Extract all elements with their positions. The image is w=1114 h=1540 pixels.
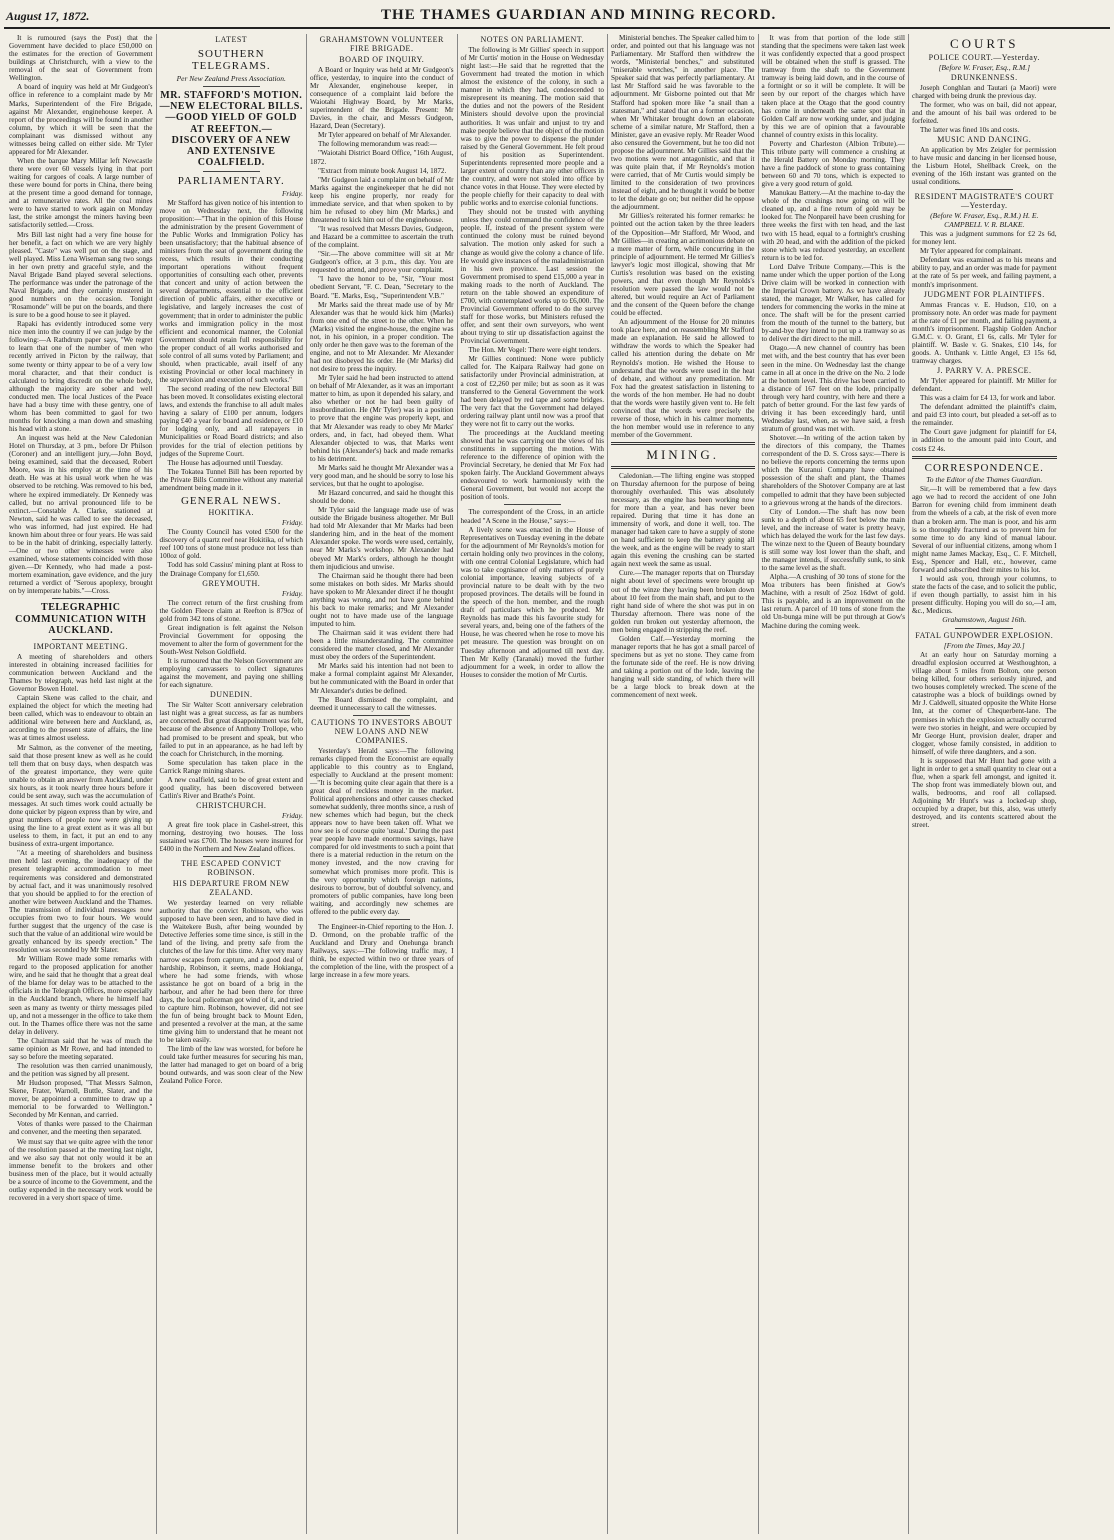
paragraph: We yesterday learned on very reliable authority that the convict Robinson, who was supposed to have been seen, and to have died in the Waitekere Bush, after being wounded by Detective Jefferies some time since, is still in the land of the living, and pretty safe from the clutches of the law for this time. After very many narrow escapes from capture, and a good deal of hardship, Robinson, it seems, made Hokianga, where he had some friends, with whose assistance he got on board of a brig in the harbour, and after he had been there for three days, the local policeman got wind of it, and tried to capture him. Robinson, however, did not see the fun of being brought back to Mount Eden, and presented a revolver at the man, at the same time giving him to understand that he meant not to be taken easily. [159, 899, 303, 1045]
headline-cautions: CAUTIONS TO INVESTORS ABOUT NEW LOANS AND NEW COMPANIES. [311, 717, 453, 745]
paragraph: "Waiotahi District Board Office, "16th August, 1872. [310, 149, 454, 166]
paragraph: An application by Mrs Zeigler for permission to have music and dancing in her licensed house, the Lisburn Hotel, Shellback Creek, on the evening of the 16th instant was granted on the usual conditions. [912, 146, 1057, 187]
headline-telegraph: TELEGRAPHIC COMMUNICATION WITH AUCKLAND. [15, 602, 147, 636]
headline-southern-telegrams: SOUTHERN TELEGRAMS. [191, 47, 271, 73]
column-4 [458, 34, 609, 1534]
paragraph: Some speculation has taken place in the Carrick Range mining shares. [159, 758, 303, 775]
paragraph: The correspondent of the Cross, in an article headed "A Scene in the House," says:— [460, 508, 604, 525]
headline-escaped-convict: THE ESCAPED CONVICT ROBINSON. [181, 859, 282, 878]
headline-drunkenness: DRUNKENNESS. [950, 72, 1018, 82]
headline-mining: MINING. [646, 447, 720, 463]
masthead [6, 4, 1108, 24]
headline-notes-parliament: NOTES ON PARLIAMENT. [480, 35, 585, 44]
paragraph: The House has adjourned until Tuesday. [167, 458, 283, 467]
masthead-rule [4, 27, 1110, 29]
paragraph: The Tokatea Tunnel Bill has been reported by the Private Bills Committee without any material amendment being made in it. [159, 467, 303, 492]
paragraph: The second reading of the new Electoral Bill has been moved. It consolidates existing electoral laws, and extends the franchise to all adult males having a salary of £100 per annum, lodgers paying £40 a year for board and residence, or £10 for lodging only, and all ratepayers in Municipalities or Road Board districts; and also provides for the trial of election petitions by judges of the Supreme Court. [159, 385, 303, 458]
paragraph: An inquest was held at the New Caledonian Hotel on Thursday, at 3 pm., before Dr Philson (Coroner) and an intelligent jury,—John Boyd, being examined, said that the deceased, Robert Moore, was in his employ at the time of his death. He was at his usual work when he was observed to be retching. Was removed to his bed, where he expired immediately. Dr Kennedy was called, but no arrival pronounced life to be extinct.—Constable A. Clarke, stationed at Newton, said he was called to see the deceased, who was informed, had just expired. He had known him about three or four years. He was said to be in the habit of drinking, especially latterly.—One or two other witnesses were also examined, whose statements coincided with those given.—Dr Kennedy, who had made a post-mortem examination, gave evidence, and the jury returned a verdict of "Serous apoplexy, brought on by intemperate habits."—Cross. [9, 434, 153, 596]
paragraph: Ministerial benches. The Speaker called him to order, and pointed out that his language was not Parliamentary. Mr Stafford then withdrew the words, "Ministerial benches," and substituted "miserable wretches," in another place. The Speaker said that was perfectly parliamentary. At last Mr Stafford said he was favorable to the adjournment. Mr Gisborne pointed out that Mr Stafford had spoken more like "a snail than a statesman," and stated that on a former occasion, when Mr Whitaker brought down an elaborate scheme of a similar nature, Mr Stafford, then a Minister, gave an evasive reply. Mr Reader Wood also censured the Government, but he too did not propose the adjournment. Mr Gillies said that the two motions were not antagonistic, and that it was quite plain that, if Mr Reynolds's motion were carried, that of Mr Curtis would simply be limited to the consideration of two provinces instead of eight, and he thought it would be better to let the debate go on; but neither did he oppose the adjournment. [611, 34, 755, 212]
paragraph: "It was resolved that Messrs Davies, Gudgeon, and Hazard be a committee to ascertain the truth of the complaint. [310, 225, 454, 250]
column-1 [6, 34, 157, 1534]
issue-date: August 17, 1872. [6, 9, 90, 23]
byline: Per New Zealand Press Association. [176, 73, 286, 83]
paragraph: An adjournment of the House for 20 minutes took place here, and on reassembling Mr Stafford made an explanation. He said he allowed to withdraw the words to which the Speaker had called his attention during the debate on Mr Reynolds's motion. He wished the House to understand that the words were used in the heat of debate, and without any premeditation. Mr Fox had the greatest satisfaction in listening to the words of the hon member. He had no doubt that the words were hastily given vent to. He felt convinced that the words were precisely the reverse of those, which in his calmer moments, the hon member would use in reference to any member of the Government. [611, 318, 755, 440]
headline-departure: HIS DEPARTURE FROM NEW ZEALAND. [172, 879, 290, 898]
paragraph: A new coalfield, said to be of great extent and good quality, has been discovered between Catlin's River and Brathe's Point. [159, 775, 303, 800]
paragraph: It is rumoured (says the Post) that the Government have decided to place £50,000 on the estimates for the erection of Government buildings at Christchurch, with a view to the removal of the seat of Government from Wellington. [9, 34, 153, 83]
paragraph: City of London.—The shaft has now been sunk to a depth of about 65 feet below the main level, and the increase of water is pretty heavy, which has delayed the work for the last few days. The winze next to the Queen of Beauty boundary is still some way lost lower than the shaft, and the manager intends, if successfully sunk, to sink to the same level as the shaft. [761, 507, 905, 573]
dateline: Friday. [282, 519, 303, 528]
headline-police-court: POLICE COURT.—Yesterday. [928, 52, 1040, 62]
paragraph: "Mr Gudgeon laid a complaint on behalf of Mr Marks against the enginekeeper that he did not keep his engine properly, nor ready for immediate service, and that when spoken to by him he refused to obey him (Mr Marks,) and threatened to kick him out of the enginehouse. [310, 175, 454, 224]
column-2 [157, 34, 308, 1534]
paragraph: Mr Tyler appeared for complainant. [920, 247, 1023, 256]
paragraph: A great fire took place in Cashel-street, this morning, destroying two houses. The loss sustained was £700. The houses were insured for £400 in the Northern and New Zealand offices. [159, 821, 303, 854]
paragraph: This was a judgment summons for £2 2s 6d, for money lent. [912, 230, 1057, 247]
paragraph: A board of inquiry was held at Mr Gudgeon's office in reference to a complaint made by Mr Marks, Superintendent of the Fire Brigade, against Mr Alexander, enginehouse keeper. A report of the proceedings will be found in another column, by which it will be seen that the complainant was dismissed without any witnesses being called on either side. Mr Tyler appeared for Mr Alexander. [9, 83, 153, 156]
paragraph: Mr Marks said the threat made use of by Mr Alexander was that he would kick him (Marks) from one end of the street to the other. When he (Marks) visited the engine-house, the engine was not, in his opinion, in a proper condition. The only order he then gave was to the foreman of the engine, and not to Mr Alexander. Mr Alexander had not disobeyed his order. He (Mr Marks) did not desire to press the inquiry. [310, 300, 454, 374]
paragraph: We must say that we quite agree with the tenor of the resolution passed at the meeting last night, and we also say that not only would it be an immense benefit to the brokers and other business men of the place, but it would actually be a source of income to the Government, and the outlay expended in the necessary work would be recovered in a very short space of time. [9, 1137, 153, 1202]
paragraph: The former, who was on bail, did not appear, and the amount of his bail was ordered to be forfeited. [912, 100, 1057, 126]
paragraph: The following is Mr Gillies' speech in support of Mr Curtis' motion in the House on Wednesday night last:—He said that he regretted that the Government had treated the motion in which almost the existence of the colony, in such a manner in which they had, condescended to misrepresent its meaning. The motion said that the duties and not the powers of the Resident Ministers should devolve upon the provincial authorities. It was unfair and unjust to try and make people believe that the object of the motion was to give the power to dispense the plunder raised by the General Government. He felt proud of his position as Superintendent. Superintendents represented more people and a larger extent of country than any other officers in the country, and were not stoled into office by chance votes in that House. They were elected by the people chiefly for their capacity to deal with public works and to exercise colonial functions. [460, 45, 604, 208]
dateline: Friday. [282, 189, 303, 198]
paragraph: This was a claim for £4 13, for work and labor. [920, 394, 1056, 403]
paragraph: Votes of thanks were passed to the Chairman and convener, and the meeting then separated. [9, 1120, 153, 1137]
paragraph: Rapaki has evidently introduced some very nice men into the country if we can judge by the following:—A Rathdrum paper says, "We regret to learn that one of the number of men who recently arrived in Picton by the railway, that some twenty or thirty appear to be of a very low moral character, and that their conduct is calculated to bring discredit on the whole body, although the majority are sober and well conducted men. The local Justices of the Peace have had a busy time with these gentry, one of whom has been committed to gaol for two months for knocking a man down and smashing his head with a stone. [9, 320, 153, 433]
headline-important-meeting: IMPORTANT MEETING. [33, 641, 128, 651]
paragraph: Mr Gillies's reiterated his former remarks: he pointed out the action taken by the three leaders of the Opposition—Mr Stafford, Mr Wood, and Mr Gillies—in creating an acrimonious debate on a mere matter of form, while concurring in the principle of adjournment. He termed Mr Gillies's lawyer's logic most illogical, showing that Mr Curtis's resolution was based on the existing powers, and that even though Mr Reynolds's resolution were passed the law would not be altered, but would require an Act of Parliament and the consent of the Queen before the change could be effected. [611, 212, 755, 318]
paragraph: "Sir.—The above committee will sit at Mr Gudgeon's office, at 3 p.m., this day. You are requested to attend, and prove your complaint. [310, 250, 454, 275]
paragraph: The correct return of the first crushing from the Golden Fleece claim at Reefton is 879oz of gold from 342 tons of stone. [159, 598, 303, 623]
court-bench: (Before W. Fraser, Esq., R.M.) H. E. CAMPBELL V. R. BLAKE. [930, 211, 1039, 229]
columns [6, 34, 1108, 1534]
headline-greymouth: GREYMOUTH. [202, 578, 261, 588]
court-bench: [Before W. Fraser, Esq., R.M.] [938, 62, 1031, 72]
paragraph: The Sir Walter Scott anniversary celebration last night was a great success, as far as numbers are concerned. But great disappointment was felt, because of the absence of Anthony Trollope, who had promised to be present and speak, but who failed to put in an appearance, as he had left by the coach for Christchurch, in the morning. [159, 701, 303, 758]
headline-fire-brigade: GRAHAMSTOWN VOLUNTEER FIRE BRIGADE. [319, 35, 444, 53]
paragraph: The Chairman said that he was of much the same opinion as Mr Rowe, and had intended to say so before the meeting separated. [9, 1036, 153, 1061]
headline-judgment: JUDGMENT FOR PLAINTIFFS. [923, 289, 1045, 299]
paragraph: Mr Marks said his intention had not been to make a formal complaint against Mr Alexander, but he communicated with the Board in order that Mr Alexander's duties be defined. [310, 662, 454, 695]
paragraph: Todd has sold Cassius' mining plant at Ross to the Drainage Company for £1,650. [159, 561, 303, 578]
paragraph: Mr Tyler appeared on behalf of Mr Alexander. [318, 131, 452, 140]
dateline: Friday. [282, 589, 303, 598]
paragraph: Golden Calf.—Yesterday morning the manager reports that he has got a small parcel of specimens but as yet no stone. They came from the fortunate side of the reef. He is now driving and taking a portion out of the lode, leaving the hanging wall side standing, of which there will be a large block to break down at the commencement of next week. [611, 634, 755, 700]
headline-general-news: GENERAL NEWS. [180, 494, 282, 507]
headline-rm-court: RESIDENT MAGISTRATE'S COURT—Yesterday. [914, 192, 1054, 211]
paragraph: "I have the honor to be, "Sir, "Your most obedient Servant, "F. C. Dean, "Secretary to the Board. "E. Marks, Esq., "Superintendent V.B." [310, 275, 454, 300]
paragraph: Mr William Rowe made some remarks with regard to the proposed application for another wire, and he said that he thought that a great deal of the blame for delay was to be attached to the officials in the Telegraph Offices, more especially in the Auckland branch, where he himself had seen as many as twenty or thirty messages piled up, and not a messenger in the office to take them out. In the Thames office there was not the same delay in delivery. [9, 955, 153, 1036]
headline-courts: COURTS [949, 36, 1019, 51]
paragraph: Caledonian.—The lifting engine was stopped on Thursday afternoon for the purpose of being thoroughly overhauled. This was absolutely necessary, as the engine has been working now for more than a year, and has never been repaired. During that time it has done an immensity of work, and done it well, too. The manager had taken care to have a supply of stone on hand sufficient to keep the battery going all the week, and as the engine will be ready to start again this evening the crushing can be started again next week the same as usual. [611, 471, 755, 569]
paragraph: A lively scene was enacted in the House of Representatives on Tuesday evening in the debate for the adjournment of Mr Reynolds's motion for certain holding only two provinces in the colony, with one central Colonial Legislature, which had was to take cognisance of only matters of purely colonial importance, leaving subjects of a provincial nature to be dealt with by the two proposed provinces. The details will be found in the speech of the hon. member, and the rough draft of particulars which he produced. Mr Reynolds has made this his favourite study for several years, and, being one of the fathers of the House, he was cheered when he rose to move his pet measure. The question was brought on on Tuesday afternoon and adjourned till next day. Then Mr Kelly (Taranaki) moved the further adjournment for a week, in order to allow the Houses to consider the motion of Mr Curtis. [460, 525, 604, 679]
paragraph: Mr Tyler said the language made use of was outside the Brigade business altogether. Mr Bull had told Mr Alexander that Mr Marks had been slandering him, and in the heat of the moment Alexander spoke. The words were used, certainly, near Mr Marks's workshop. Mr Alexander had obeyed Mr Mark's orders, although he thought them injudicious and unwise. [310, 506, 454, 571]
paragraph: Alpha.—A crushing of 30 tons of stone for the Moa tributers has been finished at Gow's Machine, with a result of 25oz 16dwt of gold. This is payable, and is an improvement on the last return. A parcel of 10 tons of stone from the old Un-bunga mine will be put through at Gow's Machine during the coming week. [761, 573, 905, 630]
case-title: J. PARRY V. A. PRESCE. [936, 366, 1032, 376]
paragraph: When the barque Mary Millar left Newcastle there were over 60 vessels lying in that port waiting for cargoes of coals. A large number of these were bound for ports in China, there being at the present time a good demand for tonnage, and at remunerative rates. All the coal mines were to have started to work again on Monday last, the strike amongst the miners having been satisfactorily settled.—Cross. [9, 156, 153, 230]
paragraph: The latter was fined 10s and costs. [920, 126, 1020, 135]
headline-parliamentary: PARLIAMENTARY. [177, 175, 285, 188]
paragraph: Sir,—It will be remembered that a few days ago we had to record the accident of one John Barron for evening child from imminent death from the wheels of a cab, at the risk of even more than a broken arm. The man is poor, and his arm is so thoroughly fractured as to prevent him for some time to do any kind of manual labour. Several of our influential citizens, among whom I might name James Mackay, Esq., C. F. Mitchell, Esq., Spencer and Hall, etc., however, came forward and subscribed their mites to his lot. [912, 485, 1057, 574]
paragraph: The Hon. Mr Vogel: There were eight tenders. [468, 346, 602, 355]
paragraph: Mrs Bill last night had a very fine house for her benefit, a fact on which we are very highly pleased. "Caste" was well put on the stage, and well played. Miss Lena Wiseman sang two songs in her own pretty and graceful style, and the Naval Brigade Band played several selections. The performance was under the patronage of the Naval Brigade, and they certainly mustered in good numbers on the occasion. Tonight "Rosamonde" will be put on the boards, and there is sure to be a good house to see it played. [9, 230, 153, 320]
headline-hokitika: HOKITIKA. [208, 508, 255, 518]
source-note: [From the Times, May 20.] [943, 640, 1025, 650]
headline-dunedin: DUNEDIN. [210, 690, 253, 700]
paragraph: It is supposed that Mr Hunt had gone with a light in order to get a small quantity to clear out a flue, when a spark fell amongst, and ignited it. The shop front was immediately blown out, and walls, bedrooms, and roof all collapsed. Adjoining Mr Hunt's was a locked-up shop, occupied by a draper, but this, also, was utterly destroyed, and its contents scattered about the street. [912, 756, 1057, 830]
paragraph: The resolution was then carried unanimously, and the petition was signed by all present. [9, 1061, 153, 1079]
paragraph: Mr Marks said he thought Mr Alexander was a very good man, and he should be sorry to lose his services, but that he ought to apologise. [310, 463, 454, 488]
paragraph: Joseph Conghlan and Tautari (a Maori) were charged with being drunk the previous day. [912, 83, 1057, 100]
paragraph: Mr Hazard concurred, and said he thought this should be done. [310, 489, 454, 506]
column-5 [608, 34, 759, 1534]
paragraph: The defendant admitted the plaintiff's claim, and paid £3 into court, but pleaded a set-off as to the remainder. [912, 403, 1057, 428]
paragraph: Mr Stafford has given notice of his intention to move on Wednesday next, the following proposition:—"That in the opinion of this House the administration by the present Government of the Public Works and Immigration Policy has been unsatisfactory; that the habitual absence of ministers from the seat of government during the recess, which results in their conducting important operations without frequent opportunities of consulting each other, prevents that concert and unity of action between the several departments, essential to the efficient direction of public affairs, either executive or legislative, and largely increases the cost of government; that in order to administer the public works and immigration policy in the most efficient and economical manner, the Colonial Government should retain full responsibility for the proper conduct of all works authorised and sole control of all sums voted by Parliament; and should, when practicable, avail itself of any existing Provincial or other local machinery in the supervision and execution of such works." [159, 198, 303, 385]
paragraph: Otago.—A new channel of country has been met with, and the best country that has ever been seen in the mine. On Wednesday last the change came in all at once in the drive on the No. 2 lode at the bottom level. This drive has been carried to a distance of 167 feet on the lode, principally through very hard country, with here and there a patch of better ground. For the last few yards of driving it has been exceedingly hard, until Wednesday last, when, as we have said, a fresh stratum of ground was met with. [761, 344, 905, 433]
paragraph: Ammas Francas v. E. Hudson, £10, on a promissory note. An order was made for payment at the rate of £1 per month, and failing payment, a month's imprisonment. Flagship Golden Anchor G.M.C. v. O. Grant, £1 6s, calls. Mr Tyler for plaintiff. W. Basle v. G. Snakes, £10 14s, for goods. A. Unthank v. Little Angel, £3 15s 6d, tramway charges. [912, 300, 1057, 365]
paragraph: The Board dismissed the complaint, and deemed it unnecessary to call the witnesses. [310, 695, 454, 712]
headline-board-of-inquiry: BOARD OF INQUIRY. [339, 54, 425, 64]
paragraph: I would ask you, through your columns, to state the facts of the case, and to solicit the public, if even though partially, to assist him in his present difficulty. Hoping you will do so,—I am, &c., Medicus. [912, 574, 1057, 616]
paragraph: Mr Gillies continued: None were publicly called for. The Kaipara Railway had gone on satisfactorily under Provincial administration, at a cost of £2,260 per mile; but as soon as it was transferred to the General Government the work had been delayed by red tape and some bridges. The very fact that the Government had delayed ordering railway plant until now was a proof that they were not fit to carry out the works. [460, 355, 604, 428]
paragraph: The Chairman said it was evident there had been a little misunderstanding. The committee considered the matter closed, and Mr Alexander must obey the orders of the Superintendent. [310, 629, 454, 662]
letter-place: Grahamstown, August 16th. [942, 615, 1027, 625]
paragraph: A Board or Inquiry was held at Mr Gudgeon's office, yesterday, to inquire into the conduct of Mr Alexander, enginehouse keeper, in consequence of a complaint laid before the Waiotahi Highway Board, by Mr Marks, superintendent of the Brigade. Present: Mr Davies, in the chair, and Messrs Gudgeon, Hazard, Dean (Secretary). [310, 65, 454, 131]
newspaper-title: THE THAMES GUARDIAN AND MINING RECORD. [381, 7, 777, 23]
paragraph: At an early hour on Saturday morning a dreadful explosion occurred at Westhoughton, a village about 5 miles from Bolton, one person being killed, four others seriously injured, and two houses completely wrecked. The scene of the catastrophe was a block of buildings owned by Mr J. Caldwell, situated opposite the White Horse Inn, at the corner of Chequerbent-lane. The premises in which the explosion actually occurred were two stories in height, and were occupied by Mr George Hunt, provision dealer, draper and clogger, whose family consisted, in addition to himself, of wife three daughters, and a son. [912, 651, 1057, 756]
paragraph: Poverty and Charleston (Albion Tribute).—This tribute party will commence a crushing at the Herald Battery on Monday morning. They have a fine paddock of stone to grass containing between 60 and 70 tons, which is expected to give a very good return of gold. [761, 139, 905, 189]
paragraph: Yesterday's Herald says:—The following remarks clipped from the Economist are equally applicable to this country as to England, especially to Auckland at the present moment:—"It is becoming quite clear again that there is a great deal of reckless money in the market. Political apprehensions and other causes checked somewhat suddenly, three months since, a rush of new schemes which had begun, but the check appears now to have been taken off. What we now see is of course quite 'usual.' During the past year people have made enormous savings, have compared for old investments to such a point that there is a material reduction in the return on the money invested, and the now craving for somewhat which promises more profit. This is the very opportunity which foreign nations, desirous to borrow, but of doubtful solvency, and promoters of public companies, have long been waiting, and accordingly new schemes are offered to the public every day. [310, 746, 454, 916]
dateline: Friday. [282, 811, 303, 820]
paragraph: They should not be trusted with anything unless they could command the confidence of the people. If, instead of the present system were continued the colony must be ruined beyond salvation. The motion only asked for such a change as would give the colony a chance of life. He would give instances of the maladministration in his own province. Last session the Government promised to spend £15,000 a year in making roads to the north of Auckland. The return on the table showed an expenditure of £700, with contemplated works up to £6,000. The Provincial Government offered to do the survey staff for those works, but Ministers refused the offer, and sent their own surveyors, who went about trying to stir up dissatisfaction against the Provincial Government. [460, 208, 604, 346]
paragraph: The following memorandum was read:— [318, 140, 437, 149]
column-3 [307, 34, 458, 1534]
paragraph: The County Council has voted £500 for the discovery of a quartz reef near Hokitika, of which reef 100 tons of stone must produce not less than 100oz of gold. [159, 528, 303, 561]
headline-stafford: MR. STAFFORD'S MOTION.—NEW ELECTORAL BILLS.—GOOD YIELD OF GOLD AT REEFTON.—DISCOVERY OF A NEW AND EXTENSIVE COALFIELD. [159, 89, 303, 169]
paragraph: It is rumoured that the Nelson Government are employing canvassers to collect signatures against the movement, and paying one shilling for each signature. [159, 657, 303, 690]
paragraph: "At a meeting of shareholders and business men held last evening, the inadequacy of the present telegraphic accommodation to meet requirements was considered and demonstrated by actual fact, and it was unanimously resolved that you should be applied to for the erection of another wire between Auckland and the Thames. The transmission of individual messages now occupies from two to four hours. We would further suggest that the urgency of the case is such that the value of an additional wire would be greatly enhanced by its speedy erection." The resolution was seconded by Mr Slater. [9, 849, 153, 955]
paragraph: A meeting of shareholders and others interested in obtaining increased facilities for communication between Auckland and the Thames by telegraph, was held last night at the Governor Bowen Hotel. [9, 652, 153, 694]
headline-latest: LATEST [215, 35, 248, 44]
letter-address: To the Editor of the Thames Guardian. [926, 474, 1043, 484]
paragraph: It was from that portion of the lode still standing that the specimens were taken last week it was confidently expected that a good prospect will be obtained when the stuff is grassed. The tramway from the shaft to the Government tramway is being laid down, and in the course of a fortnight or so it will be complete. It will be seen by our report of the charges which have taken place at the Otago that the good country has come in underneath the same spot that in Golden Calf are now working under, and judging by this we are of opinion that a favourable channel of country exists in this locality. [761, 34, 905, 139]
headline-correspondence: CORRESPONDENCE. [924, 461, 1044, 474]
paragraph: Lord Dalve Tribute Company.—This is the name under which the upper portion of the Long Drive claim will be worked in connection with the Imperial Crown battery. As we have already stated, the manager, Mr Walker, has called for tenders for commencing the works in the mine at once. The shaft will be for the present carried from the mouth of the tunnel to the battery, but by-and-bye they intend to put up a tramway so as to deliver the dirt direct to the mill. [761, 262, 905, 344]
paragraph: The Chairman said he thought there had been some mistakes on both sides. Mr Marks should have spoken to Mr Alexander direct if he thought anything was wrong, and not have gone behind his back to make remarks; and Mr Alexander ought not to have made use of the language imputed to him. [310, 571, 454, 629]
paragraph: Manukau Battery.—At the machine to-day the whole of the crushings now going on will be cleaned up, and a fine return of gold may be looked for. The Nonpareil have been crushing for three weeks the first with ten head, and the last two with 15 head, equal to a fortnight's crushing with 20 head, and with the addition of the picked stone which was reduced yesterday, an excellent return is to be led for. [761, 189, 905, 262]
paragraph: Shotover.—In writing of the action taken by the directors of this company, the Thames correspondent of the D. S. Cross says:—There is no believe the reports concerning the terms upon which the Kuranui Company have obtained possession of the shaft and plant, the Thames shareholders of the Shotover Company are at last compelled to admit that they have been subjected to a grievous wrong at the hands of the directors. [761, 434, 905, 507]
headline-music-dancing: MUSIC AND DANCING. [937, 135, 1032, 145]
paragraph: Cure.—The manager reports that on Thursday night about level of specimens were brought up out of the winze they having been broken down about 10 feet from the main shaft, and put to the right hand side of where the shot was put in on Thursday afternoon. There was none of the golden run broken out yesterday afternoon, the men being engaged in stripping the reef. [611, 569, 755, 634]
column-6 [759, 34, 910, 1534]
paragraph: The Engineer-in-Chief reporting to the Hon. J. D. Ormond, on the probable traffic of the Auckland and Drury and Onehunga branch Railways, says:—The following traffic may, I think, be expected within two or three years of the completion of the line, with the prospect of a large increase in a few more years. [310, 922, 454, 980]
headline-christchurch: CHRISTCHURCH. [196, 801, 267, 811]
headline-fatal-explosion: FATAL GUNPOWDER EXPLOSION. [915, 630, 1054, 640]
paragraph: The limb of the law was worsted, for before he could take further measures for securing his man, the latter had managed to get on board of a brig bound outwards, and was soon clear of the New Zealand Police Force. [159, 1045, 303, 1086]
paragraph: Great indignation is felt against the Nelson Provincial Government for opposing the movement to alter the form of government for the South-West Nelson Goldfield. [159, 623, 303, 656]
paragraph: Defendant was examined as to his means and ability to pay, and an order was made for payment at the rate of 5s per week, and failing payment, a month's imprisonment. [912, 256, 1057, 289]
paragraph: Mr Tyler appeared for plaintiff. Mr Miller for defendant. [912, 377, 1057, 394]
paragraph: The proceedings at the Auckland meeting showed that he was carrying out the views of his constituents in supporting the motion. With reference to the difference of opinion with the Provincial Secretary, he denied that Mr Fox had spoken fairly. The Auckland Government always endeavoured to work harmoniously with the General Government, but would not accept the position of tools. [460, 428, 604, 502]
column-7 [909, 34, 1060, 1534]
paragraph: Mr Hudson proposed, "That Messrs Salmon, Skene, Frater, Warnoll, Buttle, Slater, and the mover, be appointed a committee to draw up a memorial to be forwarded to Wellington." Seconded by Mr Kennan, and carried. [9, 1079, 153, 1120]
paragraph: Mr Salmon, as the convener of the meeting, said that those present knew as well as he could tell them that on busy days, when despatch was of the greatest importance, they were quite unable to obtain an answer from Auckland, under six hours, as it took nearly three hours before it could be sent away, such was the accumulation of messages. At such times work could actually be done quicker by pigeon express than by wire, and great numbers of people now were giving up using the line to a great extent as it was all but useless to them, in fact, it put an end to any business of extra-urgent importance. [9, 743, 153, 849]
paragraph: The Court gave judgment for plaintiff for £4, in addition to the amount paid into Court, and costs £2 4s. [912, 428, 1057, 453]
paragraph: Mr Tyler said he had been instructed to attend on behalf of Mr Alexander, as it was an important matter to him, as upon it depended his salary, and also whether or not he had been guilty of insubordination. He (Mr Tyler) was in a position to prove that the engine was properly kept, and that Mr Alexander was ready to obey Mr Marks' orders, and, in fact, had obeyed them. What Alexander objected to was, that Marks went behind his (Alexander's) back and made remarks to his detriment. [310, 374, 454, 463]
paragraph: Captain Skene was called to the chair, and explained the object for which the meeting had been called, which was to endeavour to obtain an additional wire between here and Auckland, as, according to the present state of affairs, the line was at times almost useless. [9, 694, 153, 743]
paragraph: "Extract from minute book August 14, 1872. [318, 166, 447, 175]
